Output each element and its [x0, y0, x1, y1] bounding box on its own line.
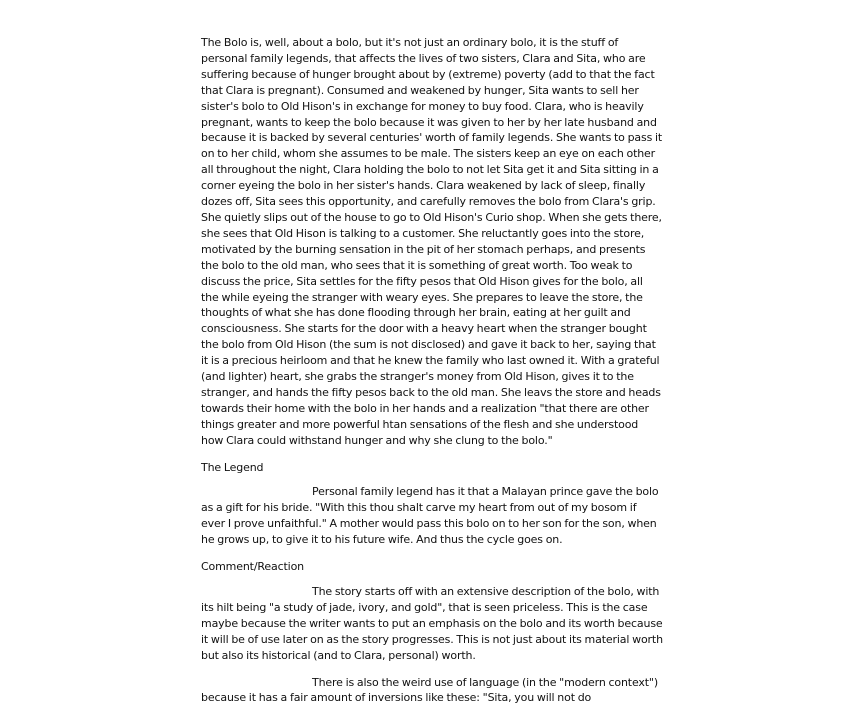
summary-paragraph: The Bolo is, well, about a bolo, but it's not just an ordinary bolo, it is the stuff of personal family legends, that affects the lives of two sisters, Clara and Sita, who are suffering because of hunger brought about by (extreme) poverty (add to that the fact that Clara is pregnant). Consumed and weakened by hunger, Sita wants to sell her sister's bolo to Old Hison's in exchange for money to buy food. Clara, who is heavily pregnant, wants to keep the bolo because it was given to her by her late husband and because it is backed by several centuries' worth of family legends. She wants to pass it on to her child, whom she assumes to be male. The sisters keep an eye on each other all throughout the night, Clara holding the bolo to not let Sita get it and Sita sitting in a corner eyeing the bolo in her sister's hands. Clara weakened by lack of sleep, finally dozes off, Sita sees this opportunity, and carefully removes the bolo from Clara's grip. She quietly slips out of the house to go to Old Hison's Curio shop. When she gets there, she sees that Old Hison is talking to a customer. She reluctantly goes into the store, motivated by the burning sensation in the pit of her stomach perhaps, and presents the bolo to the old man, who sees that it is something of great worth. Too weak to discuss the price, Sita settles for the fifty pesos that Old Hison gives for the bolo, all the while eyeing the stranger with weary eyes. She prepares to leave the store, the thoughts of what she has done flooding through her brain, eating at her guilt and consciousness. She starts for the door with a heavy heart when the stranger bought the bolo from Old Hison (the sum is not disclosed) and gave it back to her, saying that it is a precious heirloom and that he knew the family who last owned it. With a grateful (and lighter) heart, she grabs the stranger's money from Old Hison, gives it to the stranger, and hands the fifty pesos back to the old man. She leavs the store and heads towards their home with the bolo in her hands and a realization "that there are other things greater and more powerful htan sensations of the flesh and she understood how Clara could withstand hunger and why she clung to the bolo." — [201, 36, 663, 447]
comment-paragraph-1: The story starts off with an extensive description of the bolo, with its hilt being "a study of jade, ivory, and gold", that is seen priceless. This is the case maybe because the writer wants to put an emphasis on the bolo and its worth because it will be of use later on as the story progresses. This is not just about its material worth but also its historical (and to Clara, personal) worth. — [201, 585, 663, 662]
document-page — [201, 35, 663, 706]
comment-heading: Comment/Reaction — [201, 560, 304, 574]
legend-paragraph: Personal family legend has it that a Malayan prince gave the bolo as a gift for his bride. "With this thou shalt carve my heart from out of my bosom if ever I prove unfaithful." A mother would pass this bolo on to her son for the son, when he grows up, to give it to his future wife. And thus the cycle goes on. — [201, 485, 659, 547]
legend-heading: The Legend — [201, 460, 264, 474]
comment-paragraph-2: There is also the weird use of language (in the "modern context") because it has a fair amount of inversions like these: "Sita, you will not do — [201, 675, 658, 705]
